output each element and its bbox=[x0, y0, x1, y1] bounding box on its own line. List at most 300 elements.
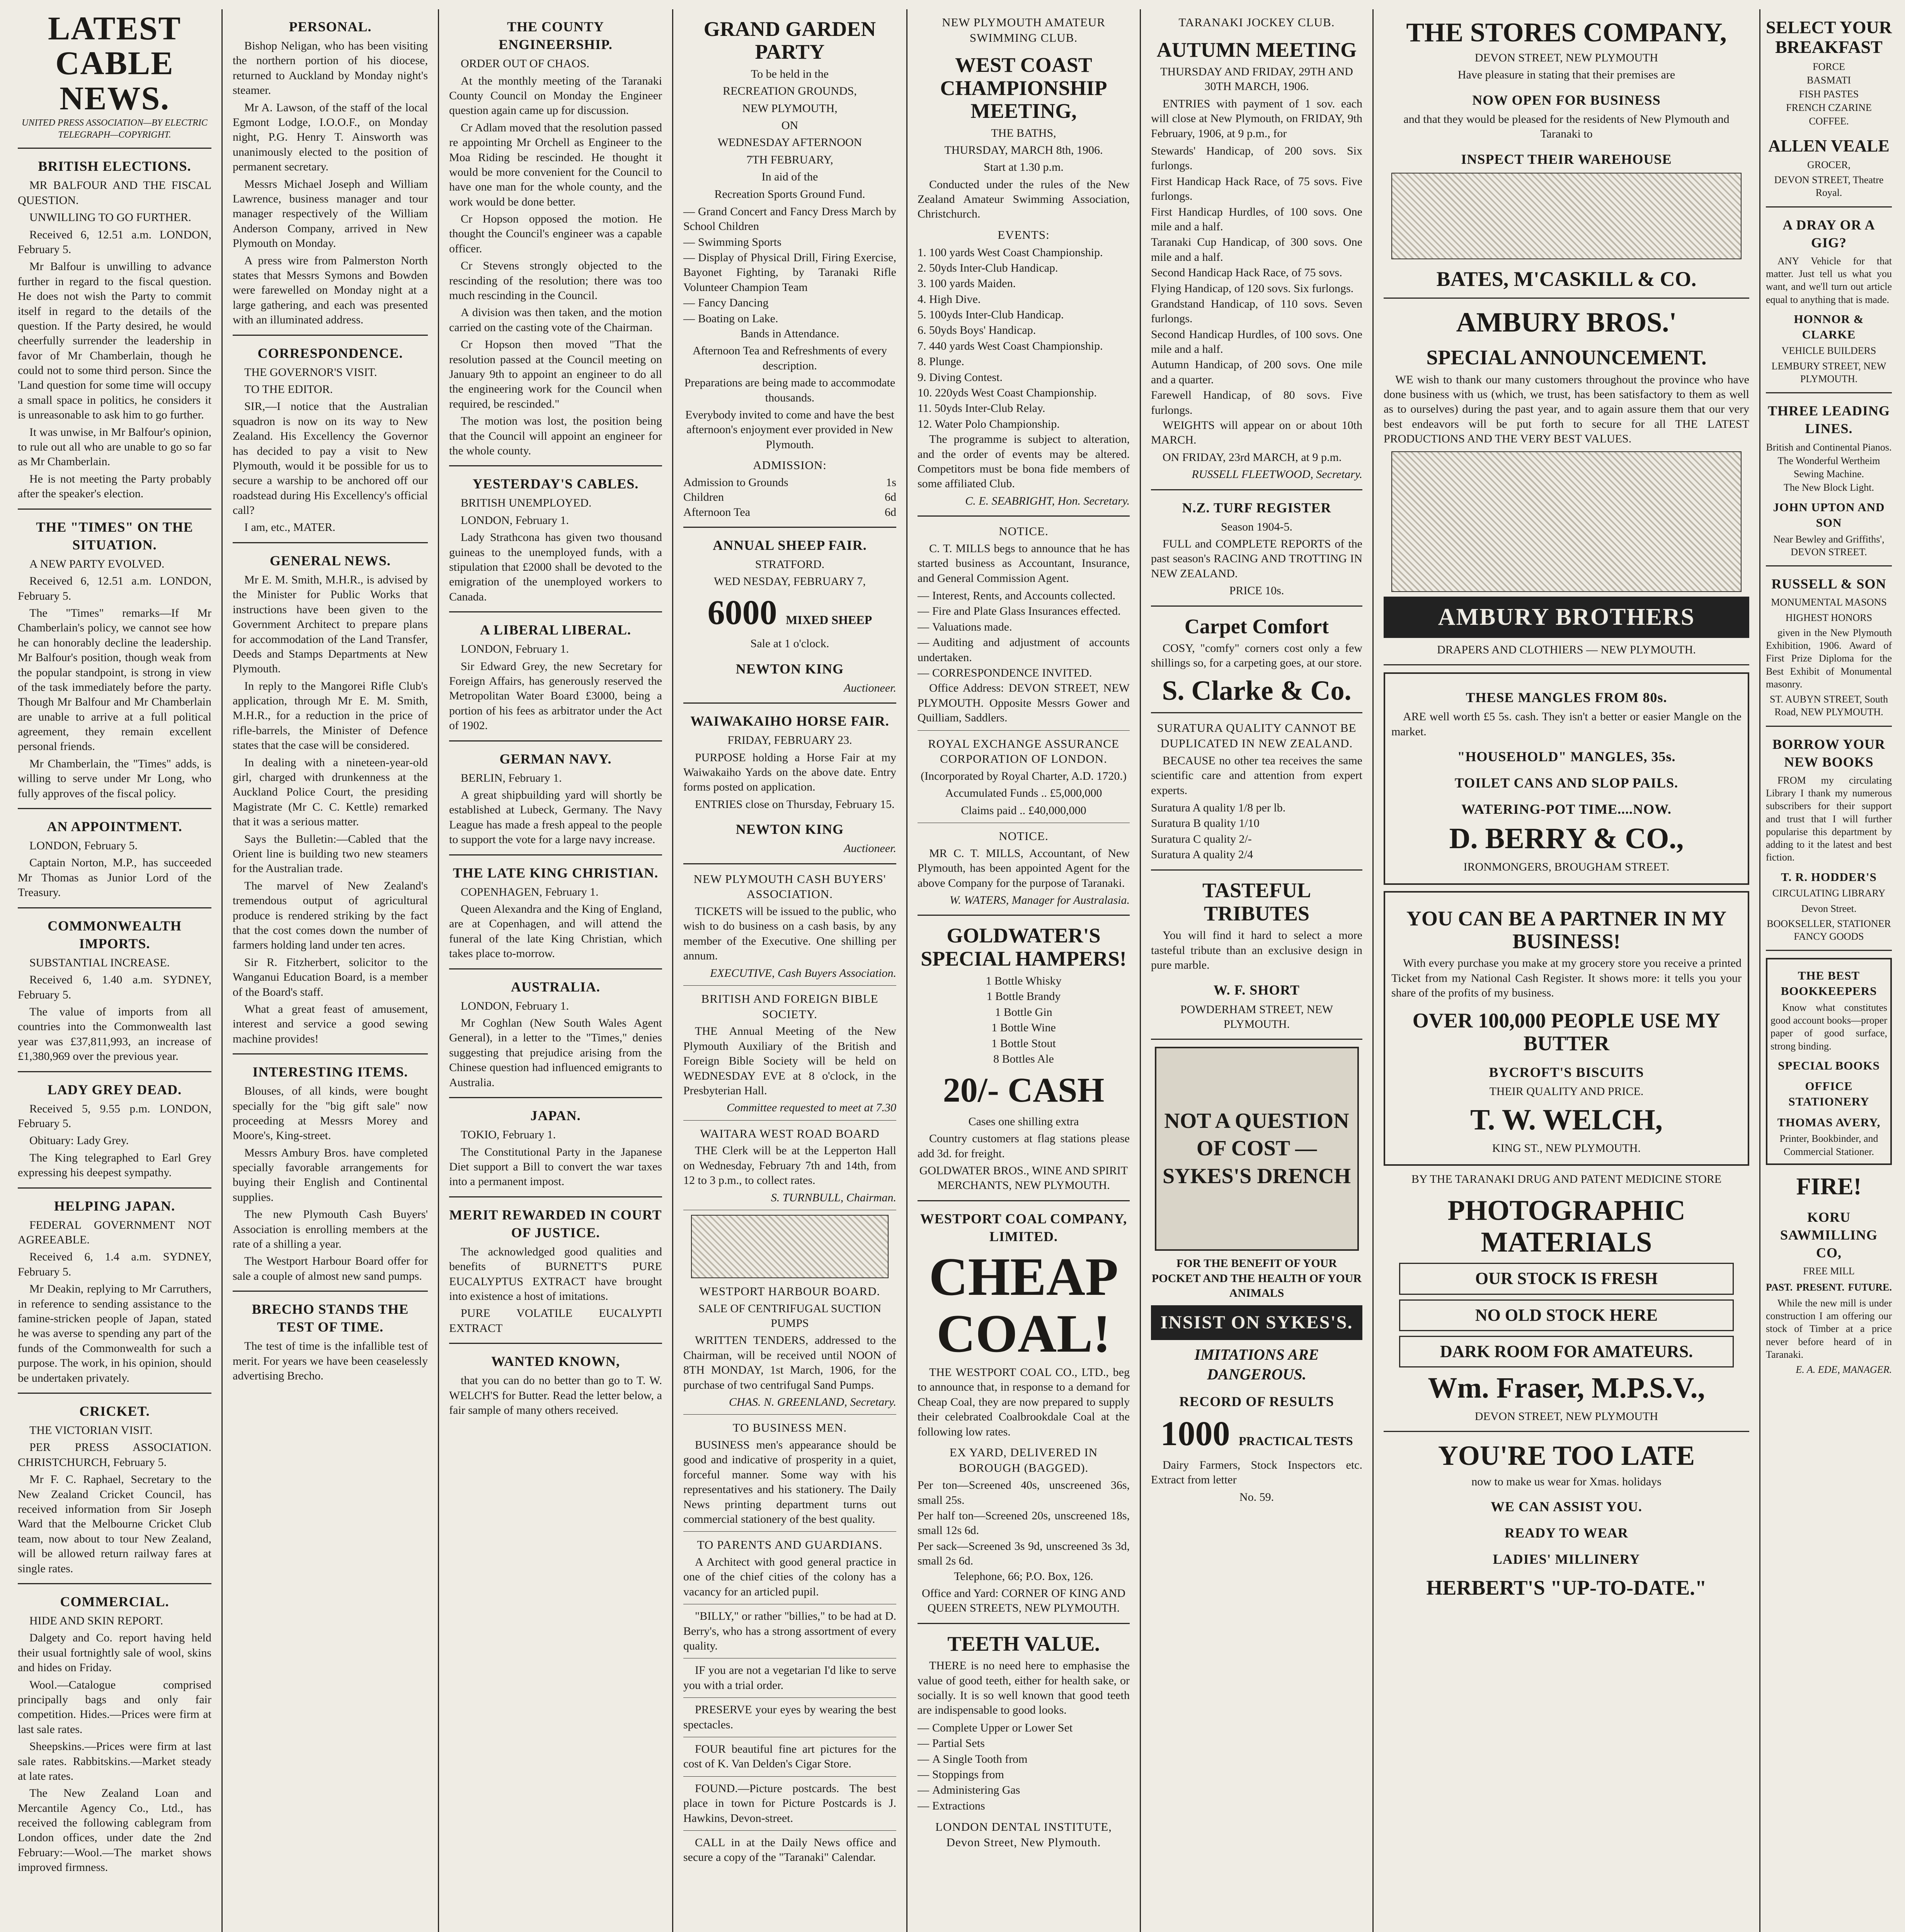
section-paragraph: TOKIO, February 1. bbox=[461, 1128, 556, 1141]
parents-title: TO PARENTS AND GUARDIANS. bbox=[697, 1538, 883, 1552]
upton-address: Near Bewley and Griffiths', DEVON STREET. bbox=[1773, 533, 1885, 558]
divider bbox=[1384, 664, 1749, 665]
westport-coal-title: WESTPORT COAL COMPANY, LIMITED. bbox=[920, 1211, 1127, 1244]
avery-firm: THOMAS AVERY, bbox=[1777, 1115, 1881, 1129]
race-item: Second Handicap Hurdles, of 100 sovs. One mile and a half. bbox=[1151, 328, 1362, 356]
sykes-record: RECORD OF RESULTS bbox=[1179, 1394, 1334, 1410]
swim-championship-title: WEST COAST CHAMPIONSHIP MEETING, bbox=[940, 53, 1107, 123]
toilet-cans: TOILET CANS AND SLOP PAILS. bbox=[1454, 775, 1679, 791]
race-item: Flying Handicap, of 120 sovs. Six furlongs. bbox=[1151, 282, 1354, 295]
bookkeepers-body: Know what constitutes good account books—proper paper of good surface, strong binding. bbox=[1771, 1002, 1887, 1052]
suratura-price: Suratura C quality 2/- bbox=[1151, 832, 1252, 845]
divider bbox=[233, 1053, 428, 1054]
divider bbox=[18, 1393, 211, 1394]
program-item: — Grand Concert and Fancy Dress March by School Children bbox=[683, 204, 896, 235]
garden-note: Afternoon Tea and Refreshments of every description. bbox=[693, 344, 887, 372]
cash-buyers-body: TICKETS will be issued to the public, who wish to do business on a cash basis, by any member of the Executive. One shilling per annum. bbox=[683, 905, 896, 963]
masthead-title: LATEST CABLE NEWS. bbox=[48, 10, 181, 117]
garden-party-line: RECREATION GROUNDS, bbox=[723, 85, 857, 98]
jockey-accept: ON FRIDAY, 23rd MARCH, at 9 p.m. bbox=[1163, 451, 1342, 464]
divider bbox=[683, 1531, 896, 1532]
garden-party-title: GRAND GARDEN PARTY bbox=[703, 17, 876, 64]
section-paragraph: Received 6, 1.4 a.m. SYDNEY, February 5. bbox=[18, 1250, 211, 1278]
divider bbox=[233, 542, 428, 543]
divider bbox=[18, 808, 211, 809]
garden-note: Bands in Attendance. bbox=[740, 327, 839, 340]
watering-pot: WATERING-POT TIME....NOW. bbox=[1461, 801, 1672, 817]
mills-service: — Fire and Plate Glass Insurances effected. bbox=[918, 604, 1130, 619]
program-item: — Fancy Dancing bbox=[683, 295, 896, 311]
borrow-books-body: FROM my circulating Library I thank my numerous subscribers for their support and trust that I will further popularise this department by adding to it the latest and best fiction. bbox=[1766, 774, 1892, 863]
section-paragraph: A press wire from Palmerston North states that Messrs Symons and Bowden were farewelled on Monday night at a large gathering, and each was presented with an illuminated address. bbox=[233, 254, 428, 327]
divider bbox=[918, 730, 1130, 731]
teeth-price-item: — Stoppings from bbox=[918, 1767, 1130, 1782]
program-item: — Boating on Lake. bbox=[683, 311, 896, 327]
hamper-item: 1 Bottle Brandy bbox=[986, 990, 1061, 1003]
admission-table bbox=[683, 475, 896, 520]
race-list bbox=[1151, 143, 1362, 418]
turf-register-title: N.Z. TURF REGISTER bbox=[1182, 500, 1331, 515]
section-paragraph: The King telegraphed to Earl Grey expressing his deepest sympathy. bbox=[18, 1151, 211, 1179]
section-heading: COMMONWEALTH IMPORTS. bbox=[48, 918, 182, 951]
swim-sig: C. E. SEABRIGHT, Hon. Secretary. bbox=[965, 494, 1130, 507]
found-notice: FOUND.—Picture postcards. The best place in town for Picture Postcards is J. Hawkins, Devon-street. bbox=[683, 1782, 896, 1825]
mills-service: — Interest, Rents, and Accounts collected. bbox=[918, 588, 1130, 604]
veale-role: GROCER, bbox=[1807, 159, 1851, 170]
leading-line-item: The New Block Light. bbox=[1784, 482, 1874, 493]
section-paragraph: LONDON, February 1. bbox=[461, 514, 569, 527]
sykes-count-label: PRACTICAL TESTS bbox=[1238, 1434, 1353, 1448]
suratura-body: BECAUSE no other tea receives the same scientific care and attention from expert experts. bbox=[1151, 754, 1362, 797]
swim-event: 10. 220yds West Coast Championship. bbox=[918, 386, 1097, 400]
section-paragraph: Sheepskins.—Prices were firm at last sale rates. Rabbitskins.—Market steady at late rates. bbox=[18, 1740, 211, 1782]
swim-date: THURSDAY, MARCH 8th, 1906. bbox=[944, 143, 1103, 156]
divider bbox=[449, 611, 662, 612]
news-sections bbox=[449, 18, 662, 1418]
stores-price-list-block bbox=[1391, 173, 1742, 259]
divider bbox=[918, 1623, 1130, 1624]
russell-honors: HIGHEST HONORS bbox=[1785, 612, 1873, 623]
horse-firm: NEWTON KING bbox=[735, 821, 844, 837]
section-paragraph: Mr Chamberlain, the "Times" adds, is willing to serve under Mr Long, who fully approves of the fiscal policy. bbox=[18, 757, 211, 800]
teeth-price-item: — A Single Tooth from bbox=[918, 1752, 1130, 1767]
leading-line-item: British and Continental Pianos. bbox=[1766, 442, 1892, 453]
news-sections bbox=[233, 18, 428, 1384]
avery-sub: Printer, Bookbinder, and Commercial Stationer. bbox=[1779, 1133, 1878, 1157]
breakfast-item: FORCE bbox=[1813, 61, 1845, 73]
column-2 bbox=[223, 9, 439, 1932]
russell-body: given in the New Plymouth Exhibition, 1906. Award of First Prize Diploma for the Best Exhibit of Monumental masonry. bbox=[1766, 627, 1892, 690]
stock-fresh-box: OUR STOCK IS FRESH bbox=[1399, 1263, 1734, 1294]
section-heading: BRITISH ELECTIONS. bbox=[38, 158, 191, 174]
race-item: First Handicap Hack Race, of 75 sovs. Five furlongs. bbox=[1151, 175, 1362, 203]
divider bbox=[683, 702, 896, 704]
admission-label: Admission to Grounds bbox=[683, 476, 788, 489]
fire-column-heading: FUTURE. bbox=[1848, 1281, 1892, 1293]
breakfast-item: FRENCH CZARINE bbox=[1786, 102, 1872, 113]
bible-society-sig: Committee requested to meet at 7.30 bbox=[727, 1101, 896, 1114]
swim-notes: The programme is subject to alteration, and the order of events may be altered. Competitors must be bona fide members of some affiliated Club. bbox=[918, 433, 1130, 490]
breakfast-item: BASMATI bbox=[1806, 75, 1851, 86]
section-paragraph: Obituary: Lady Grey. bbox=[29, 1134, 129, 1147]
breakfast-item: COFFEE. bbox=[1809, 116, 1849, 127]
jockey-club-title: TARANAKI JOCKEY CLUB. bbox=[1178, 15, 1335, 29]
sheep-count-number: 6000 bbox=[707, 593, 777, 632]
sykes-drench-badge bbox=[1155, 1047, 1359, 1251]
ambury-body: WE wish to thank our many customers throughout the province who have done business with us (which, we trust, has been satisfactory to them as well as to ourselves) during the past year, and to again assure them that our very best endeavors will be put forth to secure for all THE LATEST PRODUCTIONS AND THE VERY BEST VALUES. bbox=[1384, 373, 1749, 446]
section-paragraph: Says the Bulletin:—Cabled that the Orient line is building two new steamers for the Australian trade. bbox=[233, 832, 428, 875]
free-mill: FREE MILL bbox=[1803, 1265, 1855, 1277]
admission-label: Afternoon Tea bbox=[683, 505, 751, 519]
autumn-meeting-title: AUTUMN MEETING bbox=[1156, 38, 1357, 61]
too-late-title: YOU'RE TOO LATE bbox=[1438, 1440, 1695, 1471]
jockey-weights: WEIGHTS will appear on or about 10th MARCH. bbox=[1151, 419, 1362, 447]
too-late-line: LADIES' MILLINERY bbox=[1493, 1551, 1640, 1567]
bible-society-title: BRITISH AND FOREIGN BIBLE SOCIETY. bbox=[701, 992, 878, 1021]
goldwater-firm: GOLDWATER BROS., WINE AND SPIRIT MERCHANTS, NEW PLYMOUTH. bbox=[919, 1164, 1128, 1192]
section-paragraph: ORDER OUT OF CHAOS. bbox=[461, 57, 589, 70]
household-mangles: "HOUSEHOLD" MANGLES, 35s. bbox=[1457, 749, 1676, 765]
swim-club-title: NEW PLYMOUTH AMATEUR SWIMMING CLUB. bbox=[942, 15, 1105, 44]
royal-figure: Claims paid .. £40,000,000 bbox=[961, 804, 1086, 817]
teeth-prices bbox=[918, 1720, 1130, 1814]
too-late-lines bbox=[1384, 1498, 1749, 1568]
stores-company-body: and that they would be pleased for the residents of New Plymouth and Taranaki to bbox=[1403, 112, 1730, 141]
cash-buyers-title: NEW PLYMOUTH CASH BUYERS' ASSOCIATION. bbox=[693, 872, 886, 901]
divider bbox=[233, 1291, 428, 1292]
honnor-firm: HONNOR & CLARKE bbox=[1794, 312, 1864, 341]
section-paragraph: Bishop Neligan, who has been visiting the northern portion of his diocese, returned to Auckland by Monday night's steamer. bbox=[233, 39, 428, 97]
divider bbox=[449, 968, 662, 969]
berry-firm: D. BERRY & CO., bbox=[1449, 822, 1684, 855]
section-heading: YESTERDAY'S CABLES. bbox=[472, 476, 639, 492]
column-1 bbox=[8, 9, 223, 1932]
column-6 bbox=[1141, 9, 1374, 1932]
berry-advert bbox=[1384, 672, 1749, 884]
call-notice: CALL in at the Daily News office and secure a copy of the "Taranaki" Calendar. bbox=[683, 1836, 896, 1864]
admission-label: Children bbox=[683, 491, 724, 504]
fire-column-heading: PAST. bbox=[1766, 1281, 1793, 1293]
too-late-line: WE CAN ASSIST YOU. bbox=[1490, 1498, 1643, 1514]
news-sections bbox=[18, 157, 211, 1875]
sykes-number: No. 59. bbox=[1239, 1490, 1274, 1503]
dark-room-box: DARK ROOM FOR AMATEURS. bbox=[1399, 1336, 1734, 1367]
cash-buyers-sig: EXECUTIVE, Cash Buyers Association. bbox=[710, 966, 896, 980]
agency-notice-title: NOTICE. bbox=[999, 829, 1049, 843]
section-paragraph: Received 6, 12.51 a.m. LONDON, February 5. bbox=[18, 575, 211, 602]
hamper-item: 8 Bottles Ale bbox=[993, 1053, 1054, 1066]
hodder-address: Devon Street. bbox=[1801, 903, 1857, 914]
swim-event: 7. 440 yards West Coast Championship. bbox=[918, 339, 1103, 352]
section-paragraph: Received 6, 12.51 a.m. LONDON, February 5. bbox=[18, 228, 211, 256]
section-paragraph: Cr Hopson then moved "That the resolution passed at the Council meeting on January 9th to appoint an engineer to do all the engineering work for the Council when required, be rescinded." bbox=[449, 338, 662, 410]
section-paragraph: The value of imports from all countries into the Commonwealth last year was £37,811,993, an increase of £1,380,969 over the previous year. bbox=[18, 1005, 211, 1063]
section-paragraph: PURE VOLATILE EUCALYPTI EXTRACT bbox=[449, 1307, 662, 1335]
section-paragraph: A great shipbuilding yard will shortly be established at Lubeck, Germany. The Navy League has made a fresh appeal to the people to support the vote for a large navy increase. bbox=[449, 789, 662, 846]
mangles-body: ARE well worth £5 5s. cash. They isn't a better or easier Mangle on the market. bbox=[1391, 710, 1742, 738]
divider bbox=[918, 915, 1130, 916]
section-paragraph: SIR,—I notice that the Australian squadron is now on its way to New Zealand. His Excellency the Governor has decided to pay a visit to New Plymouth, would it be possible for us to secure a warship to be anchored off our roadstead during His Excellency's official call? bbox=[233, 400, 428, 517]
race-item: Stewards' Handicap, of 200 sovs. Six furlongs. bbox=[1151, 145, 1362, 172]
hamper-item: 1 Bottle Stout bbox=[991, 1037, 1056, 1050]
section-paragraph: SUBSTANTIAL INCREASE. bbox=[29, 956, 170, 969]
swim-event: 8. Plunge. bbox=[918, 355, 964, 368]
horse-fair-entries: ENTRIES close on Thursday, February 15. bbox=[695, 798, 895, 811]
russell-title: RUSSELL & SON bbox=[1771, 576, 1886, 592]
divider bbox=[1766, 950, 1892, 951]
ambury-brothers-banner: AMBURY BROTHERS bbox=[1384, 597, 1749, 638]
three-lines-items bbox=[1766, 440, 1892, 494]
hodder-sub: CIRCULATING LIBRARY bbox=[1772, 888, 1886, 899]
mangles-title: THESE MANGLES FROM 80s. bbox=[1466, 690, 1667, 706]
section-paragraph: LONDON, February 5. bbox=[29, 839, 138, 852]
sheep-fair-date: WED NESDAY, FEBRUARY 7, bbox=[713, 575, 866, 588]
suratura-prices bbox=[1151, 800, 1362, 863]
section-paragraph: Mr F. C. Raphael, Secretary to the New Zealand Cricket Council, has received information from Sir Joseph Ward that the Melbourne Cricket Club team, now about to tour New Zealand, will be allowed return railway fares at single rates. bbox=[18, 1473, 211, 1575]
sykes-line1: FOR THE BENEFIT OF YOUR POCKET AND THE HEALTH OF YOUR ANIMALS bbox=[1151, 1257, 1362, 1300]
divider bbox=[18, 148, 211, 149]
road-board-body: THE Clerk will be at the Lepperton Hall on Wednesday, February 7th and 14th, from 12 to 3 p.m., to collect rates. bbox=[683, 1144, 896, 1187]
veale-firm: ALLEN VEALE bbox=[1768, 136, 1890, 155]
coal-office: Office and Yard: CORNER OF KING AND QUEEN STREETS, NEW PLYMOUTH. bbox=[922, 1587, 1125, 1615]
mills-notice-title: NOTICE. bbox=[999, 524, 1049, 538]
ambury-body-text-block bbox=[1391, 451, 1742, 592]
divider bbox=[18, 1071, 211, 1072]
billy-notice: "BILLY," or rather "billies," to be had at D. Berry's, who has a strong assortment of every quality. bbox=[683, 1610, 896, 1652]
swim-place: THE BATHS, bbox=[991, 126, 1056, 139]
admission-price: 6d bbox=[885, 505, 896, 519]
royal-exchange-figures bbox=[918, 786, 1130, 818]
sheep-count-label: MIXED SHEEP bbox=[786, 612, 872, 627]
swim-event: 6. 50yds Boys' Handicap. bbox=[918, 324, 1036, 337]
divider bbox=[449, 854, 662, 855]
section-paragraph: Cr Stevens strongly objected to the rescinding of the resolution; there was too much rescinding in the Council. bbox=[449, 259, 662, 302]
column-4 bbox=[673, 9, 907, 1932]
section-paragraph: Mr Balfour is unwilling to advance further in regard to the fiscal question. He does not wish the Party to commit itself in regard to the details of the question. If the Party desired, he would cheerfully surrender the leadership in favor of Mr Chamberlain, though he could not to some third person. Since the 'Land question for some time will occupy a small space in politics, he considers it is unreasonable to ask him to go further. bbox=[18, 260, 211, 422]
admission-price: 1s bbox=[886, 476, 896, 489]
section-paragraph: Lady Strathcona has given two thousand guineas to the unemployed funds, with a stipulation that £2000 shall be devoted to the emigration of the unemployed workers to Canada. bbox=[449, 531, 662, 603]
turf-register-season: Season 1904-5. bbox=[1221, 520, 1292, 533]
partner-title: YOU CAN BE A PARTNER IN MY BUSINESS! bbox=[1406, 906, 1727, 953]
too-late-line: READY TO WEAR bbox=[1505, 1525, 1628, 1541]
section-paragraph: FEDERAL GOVERNMENT NOT AGREEABLE. bbox=[18, 1218, 211, 1247]
welch-firm: T. W. WELCH, bbox=[1470, 1103, 1663, 1136]
mills-service: — Auditing and adjustment of accounts undertaken. bbox=[918, 635, 1130, 665]
crest-illustration bbox=[691, 1215, 889, 1278]
race-item: Taranaki Cup Handicap, of 300 sovs. One mile and a half. bbox=[1151, 236, 1362, 264]
inspect-heading: INSPECT THEIR WAREHOUSE bbox=[1461, 151, 1672, 167]
section-heading: LADY GREY DEAD. bbox=[47, 1082, 182, 1097]
divider bbox=[449, 465, 662, 466]
section-paragraph: A NEW PARTY EVOLVED. bbox=[29, 557, 165, 570]
koru-title: KORU SAWMILLING CO, bbox=[1780, 1209, 1878, 1261]
road-board-sig: S. TURNBULL, Chairman. bbox=[771, 1191, 896, 1204]
divider bbox=[1151, 489, 1362, 490]
divider bbox=[918, 515, 1130, 517]
hodder-sub2: BOOKSELLER, STATIONER FANCY GOODS bbox=[1767, 918, 1891, 942]
leading-line-item: The Wonderful Wertheim Sewing Machine. bbox=[1777, 455, 1880, 480]
divider bbox=[683, 1776, 896, 1777]
divider bbox=[18, 1187, 211, 1189]
section-heading: WANTED KNOWN, bbox=[491, 1354, 620, 1369]
column-7 bbox=[1374, 9, 1760, 1932]
swim-events-list bbox=[918, 245, 1130, 432]
garden-note: Everybody invited to come and have the best afternoon's enjoyment ever provided in New Plymouth. bbox=[685, 408, 894, 451]
butter-headline: OVER 100,000 PEOPLE USE MY BUTTER bbox=[1412, 1009, 1721, 1055]
goldwater-title: GOLDWATER'S SPECIAL HAMPERS! bbox=[921, 924, 1127, 970]
section-heading: AN APPOINTMENT. bbox=[47, 819, 182, 835]
column-8 bbox=[1760, 9, 1897, 1932]
fire-column-heading: PRESENT. bbox=[1796, 1281, 1845, 1293]
breakfast-title: SELECT YOUR BREAKFAST bbox=[1766, 17, 1892, 57]
swim-event: 12. Water Polo Championship. bbox=[918, 417, 1060, 430]
royal-figure: Accumulated Funds .. £5,000,000 bbox=[945, 787, 1102, 800]
horse-role: Auctioneer. bbox=[844, 842, 896, 855]
divider bbox=[1151, 869, 1362, 871]
hodder-firm: T. R. HODDER'S bbox=[1781, 870, 1877, 884]
partner-body: With every purchase you make at my grocery store you receive a printed Ticket from my National Cash Register. It shows more: it tells you your share of the profits of my business. bbox=[1391, 957, 1742, 1000]
teeth-price-item: — Partial Sets bbox=[918, 1736, 1130, 1751]
coal-rate: Per ton—Screened 40s, unscreened 36s, small 25s. bbox=[918, 1479, 1130, 1507]
divider bbox=[449, 1196, 662, 1197]
section-heading: THE COUNTY ENGINEERSHIP. bbox=[499, 19, 613, 53]
fire-body: While the new mill is under construction I am offering our stock of Timber at a price never before heard of in Taranaki. bbox=[1766, 1297, 1892, 1361]
section-heading: JAPAN. bbox=[530, 1108, 581, 1124]
veale-address: DEVON STREET, Theatre Royal. bbox=[1774, 174, 1884, 199]
section-paragraph: MR BALFOUR AND THE FISCAL QUESTION. bbox=[18, 179, 211, 207]
ambury-banner-sub: DRAPERS AND CLOTHIERS — NEW PLYMOUTH. bbox=[1437, 643, 1696, 656]
coal-telephone: Telephone, 66; P.O. Box, 126. bbox=[954, 1570, 1093, 1583]
borrow-books-title: BORROW YOUR NEW BOOKS bbox=[1772, 736, 1886, 770]
hamper-item: 1 Bottle Whisky bbox=[986, 975, 1062, 988]
pictures-notice: FOUR beautiful fine art pictures for the cost of K. Van Delden's Cigar Store. bbox=[683, 1742, 896, 1770]
section-paragraph: Mr Coghlan (New South Wales Agent General), in a letter to the "Times," denies suggesting that prejudice arising from the Chinese question had influenced emigrants to Australia. bbox=[449, 1017, 662, 1089]
dray-body: ANY Vehicle for that matter. Just tell us what you want, and we'll turn out article equal to anything that is made. bbox=[1766, 255, 1892, 305]
sykes-count-number: 1000 bbox=[1160, 1415, 1230, 1453]
garden-party-line: NEW PLYMOUTH, bbox=[742, 102, 838, 115]
section-paragraph: The Westport Harbour Board offer for sale a couple of almost new sand pumps. bbox=[233, 1255, 428, 1282]
ambury-sub: SPECIAL ANNOUNCEMENT. bbox=[1426, 346, 1707, 369]
section-paragraph: The motion was lost, the position being that the Council will appoint an engineer for the whole county. bbox=[449, 415, 662, 457]
sykes-body: Dairy Farmers, Stock Inspectors etc. Extract from letter bbox=[1151, 1458, 1362, 1486]
herbert-firm: HERBERT'S "UP-TO-DATE." bbox=[1426, 1576, 1707, 1600]
garden-party-line: Recreation Sports Ground Fund. bbox=[714, 187, 865, 201]
admission-title: ADMISSION: bbox=[753, 458, 827, 472]
bookkeepers-title: THE BEST BOOKKEEPERS bbox=[1781, 969, 1877, 998]
fraser-address: DEVON STREET, NEW PLYMOUTH bbox=[1474, 1410, 1658, 1423]
divider bbox=[1384, 1431, 1749, 1432]
garden-note: Preparations are being made to accommodate thousands. bbox=[684, 376, 895, 404]
three-lines-title: THREE LEADING LINES. bbox=[1767, 403, 1890, 437]
too-late-sub: now to make us wear for Xmas. holidays bbox=[1471, 1475, 1662, 1488]
section-paragraph: COPENHAGEN, February 1. bbox=[461, 885, 599, 898]
admission-price: 6d bbox=[885, 491, 896, 504]
divider bbox=[683, 1830, 896, 1831]
coal-rates-list bbox=[918, 1478, 1130, 1569]
royal-exchange-sub: (Incorporated by Royal Charter, A.D. 1720.) bbox=[921, 769, 1127, 782]
now-open-heading: NOW OPEN FOR BUSINESS bbox=[1472, 92, 1661, 108]
photographic-materials-title: PHOTOGRAPHIC MATERIALS bbox=[1447, 1195, 1685, 1258]
section-heading: COMMERCIAL. bbox=[60, 1594, 169, 1609]
section-paragraph: It was unwise, in Mr Balfour's opinion, to rule out all who are unable to go so far as Mr Chamberlain. bbox=[18, 425, 211, 468]
sykes-insist: INSIST ON SYKES'S. bbox=[1151, 1305, 1362, 1340]
section-paragraph: Wool.—Catalogue comprised principally bags and only fair competition. Hides.—Prices were firm at last sale rates. bbox=[18, 1678, 211, 1736]
section-heading: INTERESTING ITEMS. bbox=[252, 1064, 408, 1080]
section-paragraph: LONDON, February 1. bbox=[461, 999, 569, 1012]
race-item: Grandstand Handicap, of 110 sovs. Seven furlongs. bbox=[1151, 297, 1362, 325]
coal-rate: Per sack—Screened 3s 9d, unscreened 3s 3d, small 2s 6d. bbox=[918, 1539, 1130, 1568]
section-heading: THE "TIMES" ON THE SITUATION. bbox=[36, 519, 193, 553]
garden-party-notes bbox=[683, 327, 896, 452]
swim-event: 4. High Dive. bbox=[918, 293, 981, 306]
section-paragraph: The "Times" remarks—If Mr Chamberlain's policy, we cannot see how he can honorably decline the leadership. Mr Balfour's position, though weak from the popular standpoint, is strong in view of the task immediately before the party. Though Mr Balfour and Mr Chamberlain are unable to arrive at a full political agreement, they remain excellent personal friends. bbox=[18, 606, 211, 753]
preserve-notice: PRESERVE your eyes by wearing the best spectacles. bbox=[683, 1703, 896, 1731]
coal-body: THE WESTPORT COAL CO., LTD., beg to announce that, in response to a demand for Cheap Coal, they are now prepared to supply their celebrated Coalbrookdale Coal at the following low rates. bbox=[918, 1366, 1130, 1438]
ambury-title: AMBURY BROS.' bbox=[1456, 307, 1677, 338]
tributes-title: TASTEFUL TRIBUTES bbox=[1202, 879, 1311, 925]
royal-exchange-title: ROYAL EXCHANGE ASSURANCE CORPORATION OF LONDON. bbox=[928, 736, 1119, 766]
suratura-price: Suratura B quality 1/10 bbox=[1151, 817, 1260, 830]
horse-fair-title: WAIWAKAIHO HORSE FAIR. bbox=[690, 713, 889, 729]
parents-body: A Architect with good general practice in one of the chief cities of the colony has a vacancy for an articled pupil. bbox=[683, 1556, 896, 1598]
sheep-count bbox=[683, 595, 896, 631]
section-paragraph: THE VICTORIAN VISIT. bbox=[29, 1424, 153, 1437]
section-paragraph: Dalgety and Co. report having held their usual fortnightly sale of wool, skins and hides on Friday. bbox=[18, 1631, 211, 1674]
sheep-role: Auctioneer. bbox=[844, 681, 896, 694]
section-paragraph: THE GOVERNOR'S VISIT. bbox=[244, 366, 377, 379]
swim-event: 1. 100 yards West Coast Championship. bbox=[918, 246, 1103, 259]
teeth-price-item: — Complete Upper or Lower Set bbox=[918, 1720, 1130, 1736]
divider bbox=[683, 1414, 896, 1415]
mills-services-list bbox=[918, 588, 1130, 681]
masthead-byline: UNITED PRESS ASSOCIATION—BY ELECTRIC TELEGRAPH—COPYRIGHT. bbox=[22, 117, 208, 140]
carpet-comfort-title: Carpet Comfort bbox=[1184, 614, 1329, 638]
section-paragraph: Received 5, 9.55 p.m. LONDON, February 5. bbox=[18, 1102, 211, 1130]
special-books: SPECIAL BOOKS bbox=[1778, 1058, 1880, 1072]
section-paragraph: The new Plymouth Cash Buyers' Association is enrolling members at the rate of a shilling a year. bbox=[233, 1208, 428, 1251]
section-heading: CRICKET. bbox=[79, 1403, 150, 1419]
fire-sig: E. A. EDE, MANAGER. bbox=[1796, 1364, 1892, 1376]
garden-party-program bbox=[683, 204, 896, 327]
divider bbox=[918, 1200, 1130, 1201]
sheep-sale-time: Sale at 1 o'clock. bbox=[750, 637, 829, 650]
harbour-board-title: WESTPORT HARBOUR BOARD. bbox=[699, 1284, 880, 1298]
stores-company-sub: DEVON STREET, NEW PLYMOUTH bbox=[1474, 51, 1658, 64]
russell-address: ST. AUBYN STREET, South Road, NEW PLYMOUTH. bbox=[1769, 694, 1888, 718]
divider bbox=[683, 527, 896, 528]
sheep-fair-title: ANNUAL SHEEP FAIR. bbox=[713, 537, 867, 553]
jockey-body: ENTRIES with payment of 1 sov. each will close at New Plymouth, on FRIDAY, 9th February, 1906, at 9 p.m., for bbox=[1151, 97, 1362, 140]
section-paragraph: Blouses, of all kinds, were bought specially for the "big gift sale" now proceeding at Messrs Morey and Moore's, King-street. bbox=[233, 1085, 428, 1142]
jockey-date: THURSDAY AND FRIDAY, 29TH AND 30TH MARCH, 1906. bbox=[1160, 65, 1353, 93]
divider bbox=[1766, 206, 1892, 207]
bycroft-sub: THEIR QUALITY AND PRICE. bbox=[1489, 1085, 1644, 1098]
garden-party-line: In aid of the bbox=[761, 170, 818, 184]
divider bbox=[449, 740, 662, 742]
divider bbox=[683, 985, 896, 986]
section-paragraph: The test of time is the infallible test of merit. For years we have been ceaselessly advertising Brecho. bbox=[233, 1340, 428, 1383]
section-paragraph: Mr Deakin, replying to Mr Carruthers, in reference to sending assistance to the famine-stricken people of Japan, stated he was averse to spending any part of the funds of the Commonwealth for such a purpose. The work, in his opinion, should be undertaken privately. bbox=[18, 1282, 211, 1384]
section-paragraph: Sir Edward Grey, the new Secretary for Foreign Affairs, has generously reserved the Metropolitan Water Board £3000, being a portion of his fees as arbitrator under the Act of 1902. bbox=[449, 660, 662, 732]
race-item: First Handicap Hurdles, of 100 sovs. One mile and a half. bbox=[1151, 205, 1362, 233]
no-old-stock-box: NO OLD STOCK HERE bbox=[1399, 1299, 1734, 1331]
section-paragraph: In reply to the Mangorei Rifle Club's application, through Mr E. M. Smith, M.H.R., for a reduction in the price of rifle-barrels, the Minister of Defence states that the case will be considered. bbox=[233, 679, 428, 752]
divider bbox=[1766, 565, 1892, 566]
sykes-badge-text: NOT A QUESTION OF COST — SYKES'S DRENCH bbox=[1162, 1109, 1351, 1189]
swim-event: 2. 50yds Inter-Club Handicap. bbox=[918, 261, 1058, 274]
divider bbox=[683, 1120, 896, 1121]
suratura-price: Suratura A quality 1/8 per lb. bbox=[1151, 801, 1286, 814]
